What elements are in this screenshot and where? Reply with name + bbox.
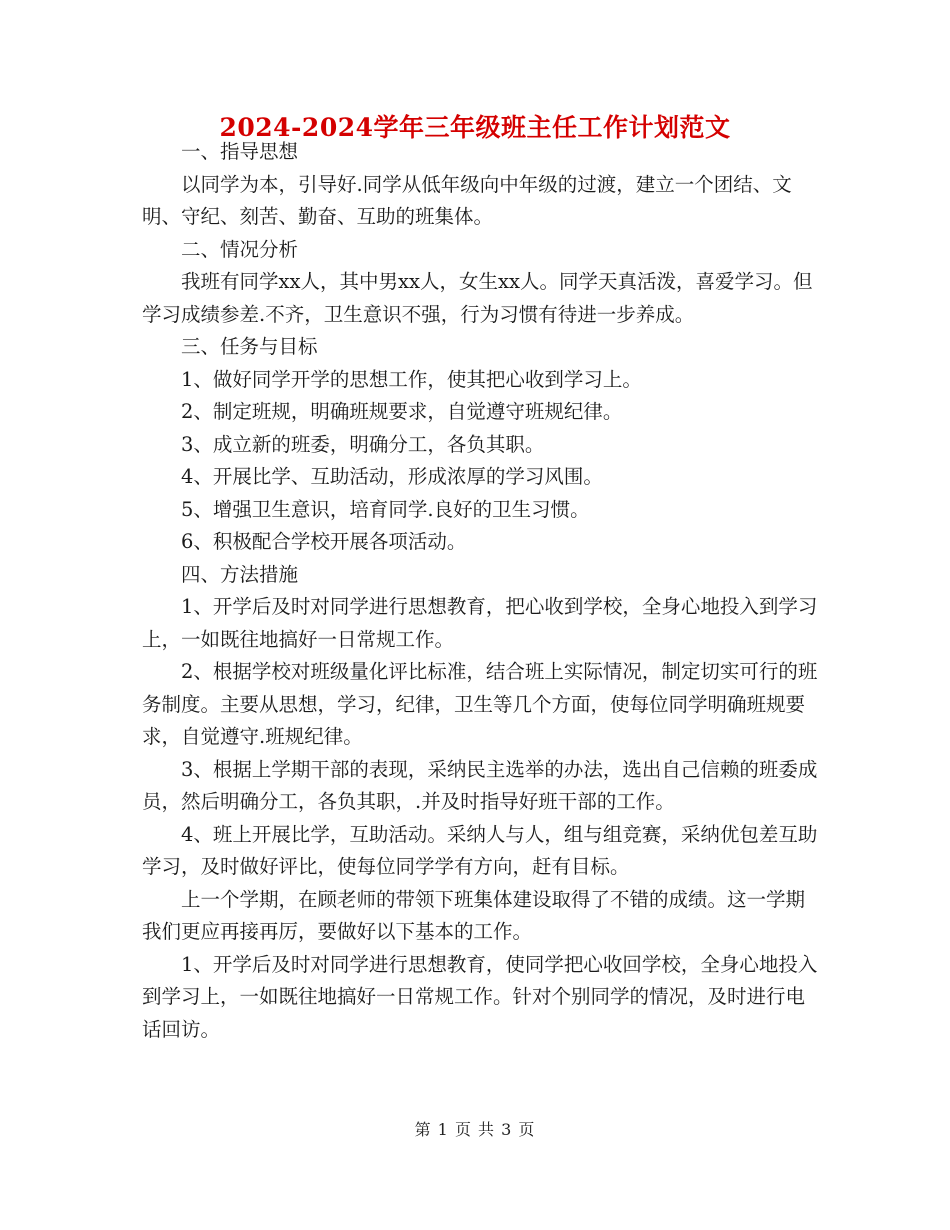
- list-item: 1、做好同学开学的思想工作，使其把心收到学习上。: [181, 367, 642, 391]
- list-item: 3、根据上学期干部的表现，采纳民主选举的办法，选出自己信赖的班委成员，然后明确分工，各负其职，.并及时指导好班干部的工作。: [142, 757, 818, 813]
- paragraph: 上一个学期，在顾老师的带领下班集体建设取得了不错的成绩。这一学期我们更应再接再厉，要做好以下基本的工作。: [142, 887, 806, 943]
- section-heading-tasks-goals: 三、任务与目标: [181, 335, 318, 358]
- list-item: 2、制定班规，明确班规要求，自觉遵守班规纪律。: [181, 400, 623, 423]
- list-item: 6、积极配合学校开展各项活动。: [181, 530, 467, 553]
- page-footer: [0, 1117, 950, 1140]
- document-title: 2024-2024学年三年级班主任工作计划范文: [219, 113, 731, 142]
- list-item: 4、班上开展比学，互助活动。采纳人与人，组与组竞赛，采纳优包差互助学习，及时做好评比，使每位同学学有方向，赶有目标。: [142, 822, 818, 878]
- section-heading-guiding-ideology: 一、指导思想: [181, 140, 299, 163]
- section-heading-methods: 四、方法措施: [181, 562, 299, 586]
- list-item: 1、开学后及时对同学进行思想教育，使同学把心收回学校，全身心地投入到学习上，一如既往地搞好一日常规工作。针对个别同学的情况，及时进行电话回访。: [142, 952, 818, 1041]
- page-number: 第 1 页 共 3 页: [414, 1120, 536, 1139]
- list-item: 4、开展比学、互助活动，形成浓厚的学习风围。: [181, 465, 603, 488]
- section-heading-situation-analysis: 二、情况分析: [181, 237, 299, 261]
- list-item: 5、增强卫生意识，培育同学.良好的卫生习惯。: [181, 497, 590, 521]
- list-item: 1、开学后及时对同学进行思想教育，把心收到学校，全身心地投入到学习上，一如既往地搞好一日常规工作。: [142, 595, 818, 651]
- list-item: 3、成立新的班委，明确分工，各负其职。: [181, 432, 545, 456]
- document-body: [142, 136, 822, 1046]
- paragraph: 我班有同学xx人，其中男xx人，女生xx人。同学天真活泼，喜爱学习。但学习成绩参差.不齐，卫生意识不强，行为习惯有待进一步养成。: [142, 270, 813, 326]
- list-item: 2、根据学校对班级量化评比标准，结合班上实际情况，制定切实可行的班务制度。主要从思想，学习，纪律，卫生等几个方面，使每位同学明确班规要求，自觉遵守.班规纪律。: [142, 660, 818, 748]
- paragraph: 以同学为本，引导好.同学从低年级向中年级的过渡，建立一个团结、文明、守纪、刻苦、勤奋、互助的班集体。: [142, 172, 792, 228]
